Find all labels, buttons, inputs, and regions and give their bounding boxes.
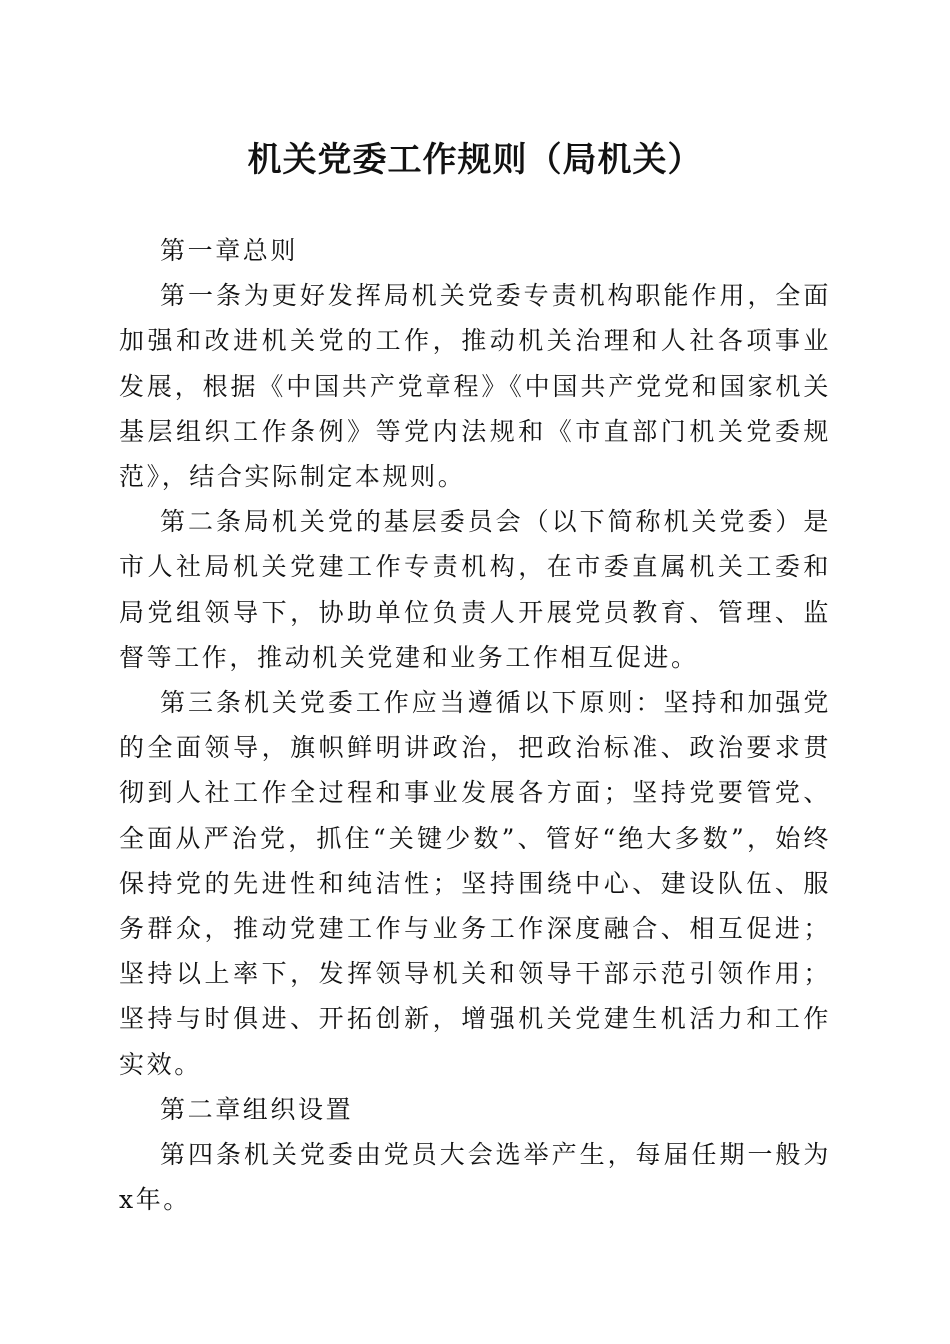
article-paragraph: 第二条局机关党的基层委员会（以下简称机关党委）是市人社局机关党建工作专责机构，在市委直属机关工委和局党组领导下，协助单位负责人开展党员教育、管理、监督等工作，推动机关党建和业务工作相互促进。 [119,507,831,672]
chapter-heading: 第一章总则 [160,236,299,265]
chapter-heading: 第二章组织设置 [160,1094,354,1124]
article-paragraph: 第一条为更好发挥局机关党委专责机构职能作用，全面加强和改进机关党的工作，推动机关治理和人社各项事业发展，根据《中国共产党章程》《中国共产党党和国家机关基层组织工作条例》等党内法规和《市直部门机关党委规范》，结合实际制定本规则。 [119,281,831,492]
document-body [119,228,831,1222]
document-title: 机关党委工作规则（局机关） [247,140,703,180]
article-paragraph: 第三条机关党委工作应当遵循以下原则：坚持和加强党的全面领导，旗帜鲜明讲政治，把政治标准、政治要求贯彻到人社工作全过程和事业发展各方面；坚持党要管党、全面从严治党，抓住“关键少数”、管好“绝大多数”，始终保持党的先进性和纯洁性；坚持围绕中心、建设队伍、服务群众，推动党建工作与业务工作深度融合、相互促进；坚持以上率下，发挥领导机关和领导干部示范引领作用；坚持与时俱进、开拓创新，增强机关党建生机活力和工作实效。 [119,688,831,1079]
article-paragraph: 第四条机关党委由党员大会选举产生，每届任期一般为x年。 [119,1140,831,1215]
